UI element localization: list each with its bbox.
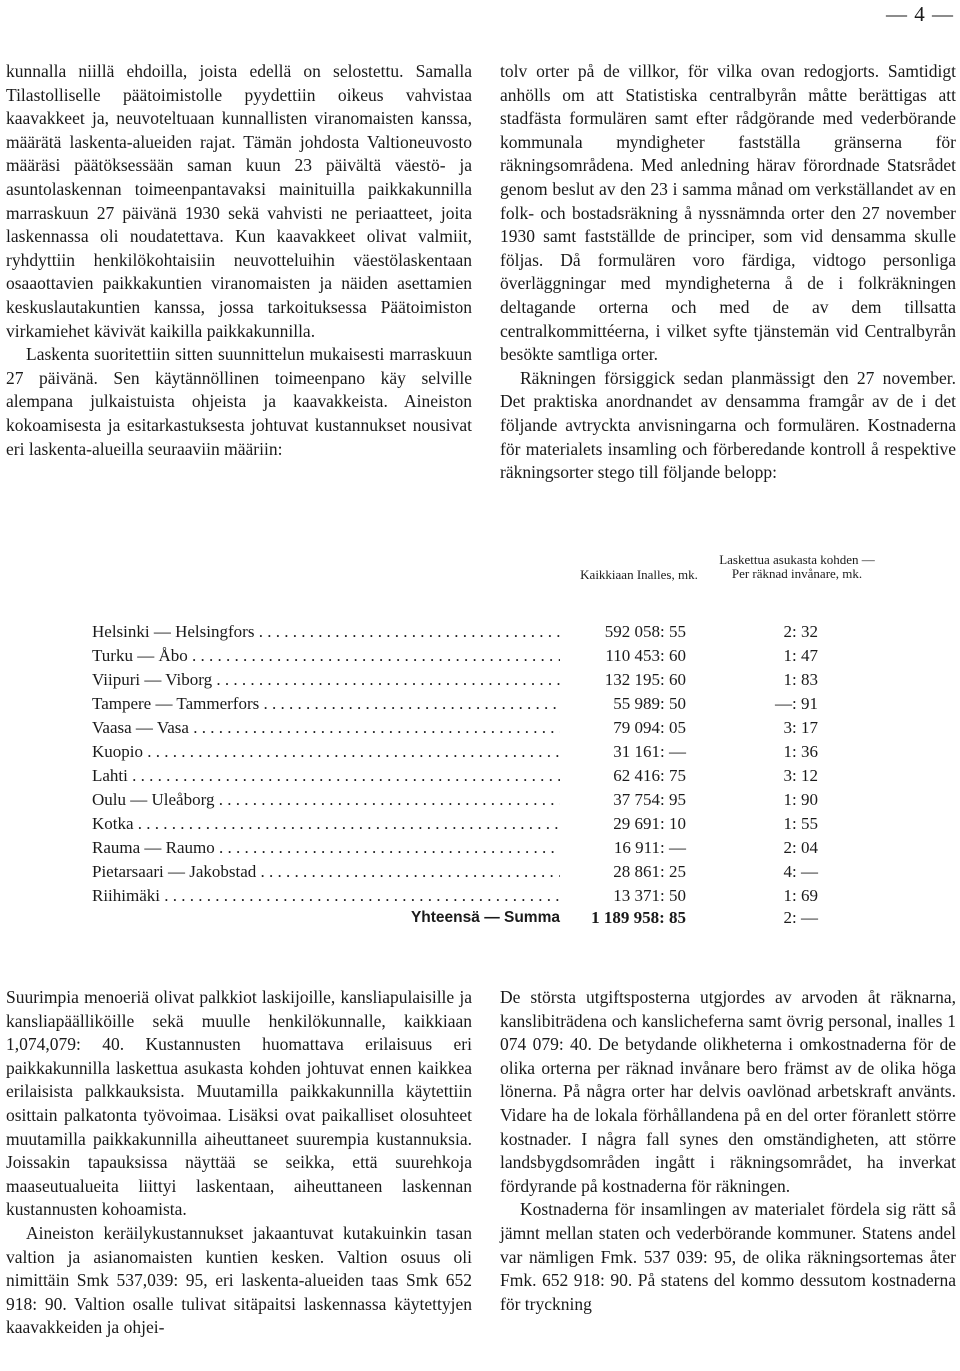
sum-cost-per-inhabitant: 2: — — [783, 908, 818, 927]
cost-per-inhabitant: —: 91 — [775, 694, 818, 713]
table-row — [0, 860, 960, 884]
total-cost: 29 691: 10 — [613, 814, 686, 833]
swedish-text-bottom — [500, 986, 956, 1316]
finnish-text-top — [6, 60, 472, 461]
cost-per-inhabitant: 3: 17 — [783, 718, 818, 737]
cost-per-inhabitant: 1: 69 — [783, 886, 818, 905]
total-cost: 110 453: 60 — [605, 646, 686, 665]
paragraph: tolv orter på de villkor, för vilka ovan redogjorts. Samtidigt anhölls om att Statistiska centralbyrån måtte berättigas att stadfästa formulären samt efter rådgörande med vederbörande kommunala myndigheter fastställa gränserna för räkningsområdena. Med anledning härav förordnade Statsrådet genom beslut av den 23 i samma månad om verkställandet av en folk- och bostadsräkning å nyssnämnda orter den 27 november 1930 samt fastställde de principer, som vid densamma skulle följas. Då formulären voro färdiga, vidtogo personliga överläggningar med myndigheterna å de i folkräkningen deltagande orterna och med de av dem tillsatta centralkommittéerna, i vilket syfte tjänstemän vid Centralbyrån besökte samtliga orter. — [500, 61, 956, 365]
total-cost: 28 861: 25 — [613, 862, 686, 881]
table-row — [0, 620, 960, 644]
cost-per-inhabitant: 4: — — [783, 862, 818, 881]
paragraph: Laskenta suoritettiin sitten suunnittelun mukaisesti marraskuun 27 päivänä. Sen käytännöllinen toimeenpano käy selville alempana julkaistuista ohjeista ja kaavakkeista. Aineiston kokoamisesta ja esitarkastuksesta johtuvat kustannukset nousivat eri laskenta-alueilla seuraaviin määriin: — [6, 344, 472, 459]
total-cost: 55 989: 50 — [613, 694, 686, 713]
paragraph: Kostnaderna för insamlingen av materialet fördela sig rätt så jämnt mellan staten och vederbörande kommuner. Statens andel var nämligen Fmk. 537 039: 95, de olika räkningsortemas åter Fmk. 652 918: 90. På statens del kommo dessutom kostnaderna för tryckning — [500, 1199, 956, 1314]
town-name: Lahti . . . — [92, 764, 560, 788]
cost-table — [0, 548, 960, 928]
total-cost: 132 195: 60 — [604, 670, 686, 689]
paragraph: Aineiston keräilykustannukset jakaantuvat kutakuinkin tasan valtion ja asianomaisten kuntien kesken. Valtion osuus oli nimittäin Smk 537,039: 95, eri laskenta-alueiden taas Smk 652 918: 90. Valtion osalle tulivat sitäpaitsi laskennassa käytettyjen kaavakkeiden ja ohjei- — [6, 1222, 472, 1338]
total-cost: 592 058: 55 — [604, 622, 686, 641]
cost-per-inhabitant: 3: 12 — [783, 766, 818, 785]
paragraph: Räkningen försiggick sedan planmässigt den 27 november. Det praktiska anordnandet av densamma framgår av de i det följande avtryckta anvisningarna och formulären. Kostnaderna för materialets insamling och förberedande kontroll å respektive räkningsorter stego till följande belopp: — [500, 367, 956, 483]
paragraph: kunnalla niillä ehdoilla, joista edellä on selostettu. Samalla Tilastolliselle päätoimistolle pyydettiin oikeus vahvistaa kaavakkeet ja, neuvoteltuaan kunnallisten viranomaisten kanssa, määrätä laskenta-alueiden rajat. Tämän johdosta Valtioneuvosto määräsi päätöksessään saman kuun 23 päivältä väestö- ja asuntolaskennan toimeenpantavaksi mainituilla paikkakunnilla marraskuun 27 päivänä 1930 sekä vahvisti ne periaatteet, joita laskennassa oli noudatettava. Kun kaavakkeet olivat valmiit, ryhdyttiin henkilökohtaisiin neuvotteluihin väestölaskentaan osaaottavien paikkakuntien viranomaisten ja näiden asettamien keskuslautakuntien kanssa, jossa tarkoituksessa Päätoimiston virkamiehet kävivät kaikilla paikkakunnilla. — [6, 61, 472, 341]
cost-per-inhabitant: 1: 55 — [783, 814, 818, 833]
table-row — [0, 692, 960, 716]
town-name: Kuopio . . . — [92, 740, 560, 764]
cost-per-inhabitant: 1: 36 — [783, 742, 818, 761]
table-row — [0, 764, 960, 788]
town-name: Rauma — Raumo . . . — [92, 836, 560, 860]
column-header-total: Kaikkiaan Inalles, mk. — [580, 567, 698, 582]
total-cost: 13 371: 50 — [613, 886, 686, 905]
cost-per-inhabitant: 1: 47 — [783, 646, 818, 665]
paragraph: Suurimpia menoeriä olivat palkkiot laskijoille, kansliapulaisille ja kansliapäälliköille sekä muulle henkilökunnalle, kaikkiaan 1,074,079: 40. Kustannusten huomattava erilaisuus eri paikkakunnilla laskettua asukasta kohden johtuvat ennen kaikkea erilaisista palkkauksista. Muutamilla paikkakunnilla käytettiin osittain palkatonta työvoimaa. Lisäksi ovat paikalliset olosuhteet muutamilla paikkakunnilla aiheuttaneet suurempia kustannuksia. Joissakin tapauksissa näyttää se seikka, että suurehkoja maaseutualueita liittyi laskentaan, aiheuttaneen laskennan kustannusten kohoamista. — [6, 987, 472, 1220]
town-name: Pietarsaari — Jakobstad . . . — [92, 860, 560, 884]
swedish-text-top — [500, 60, 956, 485]
total-cost: 16 911: — — [613, 838, 686, 857]
column-header-per-inhabitant: Laskettua asukasta kohden — Per räknad invånare, mk. — [719, 552, 875, 581]
table-sum-row — [0, 906, 960, 930]
total-cost: 62 416: 75 — [613, 766, 686, 785]
table-row — [0, 812, 960, 836]
sum-total-cost: 1 189 958: 85 — [591, 908, 686, 927]
town-name: Vaasa — Vasa . . . — [92, 716, 560, 740]
table-row — [0, 668, 960, 692]
page-number: — 4 — — [886, 2, 954, 26]
town-name: Helsinki — Helsingfors . . . — [92, 620, 560, 644]
table-row — [0, 788, 960, 812]
table-row — [0, 836, 960, 860]
sum-label: Yhteensä — Summa — [410, 909, 560, 926]
town-name: Kotka . . . — [92, 812, 560, 836]
cost-per-inhabitant: 2: 04 — [783, 838, 818, 857]
cost-per-inhabitant: 1: 83 — [783, 670, 818, 689]
town-name: Viipuri — Viborg . . . — [92, 668, 560, 692]
town-name: Tampere — Tammerfors . . . — [92, 692, 560, 716]
table-row — [0, 716, 960, 740]
finnish-text-bottom — [6, 986, 472, 1340]
town-name: Riihimäki . . . — [92, 884, 560, 908]
cost-per-inhabitant: 1: 90 — [783, 790, 818, 809]
total-cost: 31 161: — — [613, 742, 686, 761]
total-cost: 79 094: 05 — [613, 718, 686, 737]
town-name: Oulu — Uleåborg . . . — [92, 788, 560, 812]
cost-per-inhabitant: 2: 32 — [783, 622, 818, 641]
table-row — [0, 740, 960, 764]
table-row — [0, 884, 960, 908]
paragraph: De största utgiftsposterna utgjordes av arvoden åt räknarna, kanslibiträdena och kanslicheferna samt övrig personal, inalles 1 074 079: 40. De betydande olikheterna i omkostnaderna för de olika orterna per räknad invånare bero främst av de olika höga lönerna. På några orter har delvis oavlönad arbetskraft använts. Vidare ha de lokala förhållandena på en del orter föranlett större kostnader. I några fall synes den omständigheten, att större landsbygdsområden ingått i räkningsområdet, ha inverkat fördyrande på kostnaderna för räkningen. — [500, 987, 956, 1196]
town-name: Turku — Åbo . . . — [92, 644, 560, 668]
total-cost: 37 754: 95 — [613, 790, 686, 809]
table-row — [0, 644, 960, 668]
